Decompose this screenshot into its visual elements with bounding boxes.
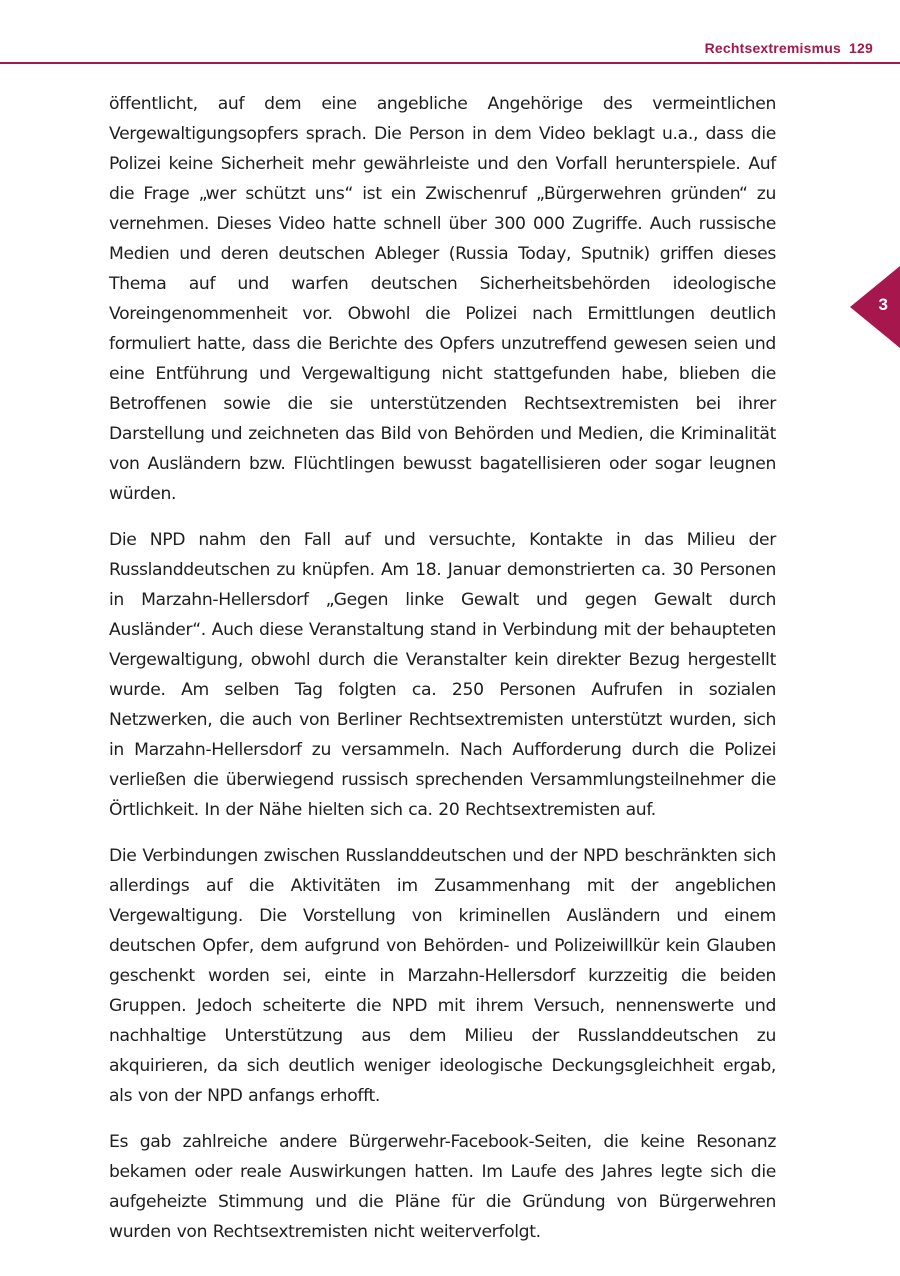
chapter-tab [850,266,900,348]
paragraph-3: Die Verbindungen zwischen Russlanddeutschen und der NPD beschränkten sich allerdings auf die Aktivitäten im Zusammenhang mit der angeblichen Vergewaltigung. Die Vorstellung von kriminellen Ausländern und einem deutschen Opfer, dem aufgrund von Behörden- und Polizeiwillkür kein Glauben geschenkt worden sei, einte in Marzahn-Hellersdorf kurzzeitig die beiden Gruppen. Jedoch scheiterte die NPD mit ihrem Versuch, nennenswerte und nachhaltige Unterstützung aus dem Milieu der Russlanddeutschen zu akquirieren, da sich deutlich weniger ideologische Deckungsgleichheit ergab, als von der NPD anfangs erhofft. [109,846,776,1106]
paragraph-4: Es gab zahlreiche andere Bürgerwehr-Facebook-Seiten, die keine Resonanz bekamen oder reale Auswirkungen hatten. Im Laufe des Jahres legte sich die aufgeheizte Stimmung und die Pläne für die Gründung von Bürgerwehren wurden von Rechtsextremisten nicht weiterverfolgt. [109,1132,776,1242]
body-text [109,89,776,1263]
header-rule [0,62,900,64]
section-title: Rechtsextremismus [704,40,842,56]
page-number: 129 [849,40,873,56]
paragraph-1: öffentlicht, auf dem eine angebliche Angehörige des vermeintlichen Vergewaltigungsopfers sprach. Die Person in dem Video beklagt u.a., dass die Polizei keine Sicherheit mehr gewährleiste und den Vorfall herunterspiele. Auf die Frage „wer schützt uns“ ist ein Zwischenruf „Bürgerwehren gründen“ zu vernehmen. Dieses Video hatte schnell über 300 000 Zugriffe. Auch russische Medien und deren deutschen Ableger (Russia Today, Sputnik) griffen dieses Thema auf und warfen deutschen Sicherheitsbehörden ideologische Voreingenommenheit vor. Obwohl die Polizei nach Ermittlungen deutlich formuliert hatte, dass die Berichte des Opfers unzutreffend gewesen seien und eine Entführung und Vergewaltigung nicht stattgefunden habe, blieben die Betroffenen sowie die sie unterstützenden Rechtsextremisten bei ihrer Darstellung und zeichneten das Bild von Behörden und Medien, die Kriminalität von Ausländern bzw. Flüchtlingen bewusst bagatellisieren oder sogar leugnen würden. [109,94,776,504]
chapter-tab-shape [850,266,900,348]
header-text [705,40,873,56]
chapter-number: 3 [878,295,888,314]
running-header [0,0,900,66]
paragraph-2: Die NPD nahm den Fall auf und versuchte, Kontakte in das Milieu der Russlanddeutschen zu knüpfen. Am 18. Januar demonstrierten ca. 30 Personen in Marzahn-Hellersdorf „Gegen linke Gewalt und gegen Gewalt durch Ausländer“. Auch diese Veranstaltung stand in Verbindung mit der behaupteten Vergewaltigung, obwohl durch die Veranstalter kein direkter Bezug hergestellt wurde. Am selben Tag folgten ca. 250 Personen Aufrufen in sozialen Netzwerken, die auch von Berliner Rechtsextremisten unterstützt wurden, sich in Marzahn-Hellersdorf zu versammeln. Nach Aufforderung durch die Polizei verließen die überwiegend russisch sprechenden Versammlungsteilnehmer die Örtlichkeit. In der Nähe hielten sich ca. 20 Rechtsextremisten auf. [109,530,776,820]
